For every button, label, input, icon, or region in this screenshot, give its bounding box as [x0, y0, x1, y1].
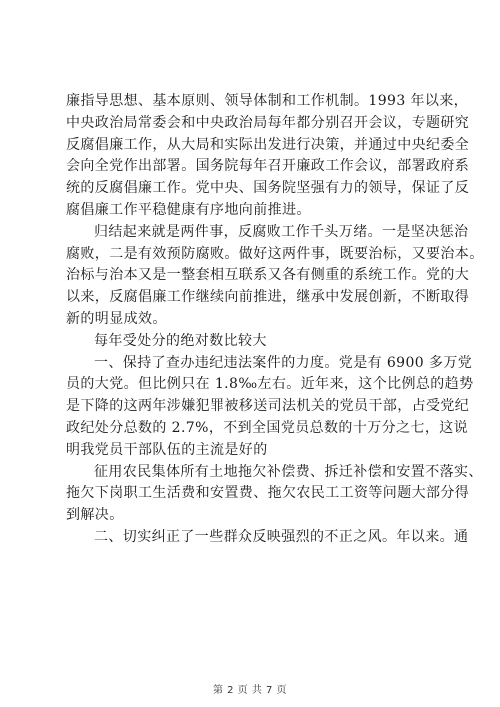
text-line: 会向全党作出部署。国务院每年召开廉政工作会议，部署政府系 — [66, 158, 470, 175]
paragraph — [66, 527, 469, 549]
text-line: 廉指导思想、基本原则、领导体制和工作机制。1993 年以来， — [66, 93, 469, 109]
text-line: 腐倡廉工作平稳健康有序地向前推进。 — [66, 201, 311, 218]
paragraph — [66, 222, 484, 331]
text-line: 治标与治本又是一整套相互联系又各有侧重的系统工作。党的大 — [66, 267, 470, 284]
text-line: 二、切实纠正了一些群众反映强烈的不正之风。年以来。通 — [94, 528, 469, 545]
text-line: 明我党员干部队伍的主流是好的 — [66, 441, 268, 458]
text-line: 反腐倡廉工作，从大局和实际出发进行决策，并通过中央纪委全 — [66, 136, 470, 153]
page-footer: 第 2 页 共 7 页 — [212, 685, 288, 696]
text-line: 每年受处分的绝对数比较大 — [94, 332, 267, 349]
document-body — [66, 91, 484, 549]
text-line: 一、保持了查办违纪违法案件的力度。党是有 6900 多万党 — [94, 354, 473, 371]
paragraph — [66, 91, 470, 222]
text-line: 拖欠下岗职工生活费和安置费、拖欠农民工工资等问题大部分得 — [66, 485, 470, 502]
text-line: 统的反腐倡廉工作。党中央、国务院坚强有力的领导，保证了反 — [66, 180, 470, 197]
text-line: 员的大党。但比例只在 1.8‰左右。近年来，这个比例总的趋势 — [66, 376, 474, 393]
text-line: 腐败，二是有效预防腐败。做好这两件事，既要治标，又要治本。 — [66, 245, 484, 262]
text-line: 到解决。 — [66, 507, 124, 524]
text-line: 政纪处分总数的 2.7%，不到全国党员总数的十万分之七，这说 — [66, 419, 469, 436]
text-line: 归结起来就是两件事，反腐败工作千头万绪。一是坚决惩治 — [94, 223, 469, 240]
text-line: 新的明显成效。 — [66, 310, 167, 327]
text-line: 以来，反腐倡廉工作继续向前推进，继承中发展创新，不断取得 — [66, 289, 470, 306]
paragraph — [66, 462, 483, 527]
text-line: 中央政治局常委会和中央政治局每年都分别召开会议，专题研究 — [66, 114, 470, 131]
paragraph — [66, 331, 438, 353]
text-line: 征用农民集体所有土地拖欠补偿费、拆迁补偿和安置不落实、 — [94, 463, 483, 480]
text-line: 是下降的这两年涉嫌犯罪被移送司法机关的党员干部，占受党纪 — [66, 398, 470, 415]
paragraph — [66, 353, 474, 462]
